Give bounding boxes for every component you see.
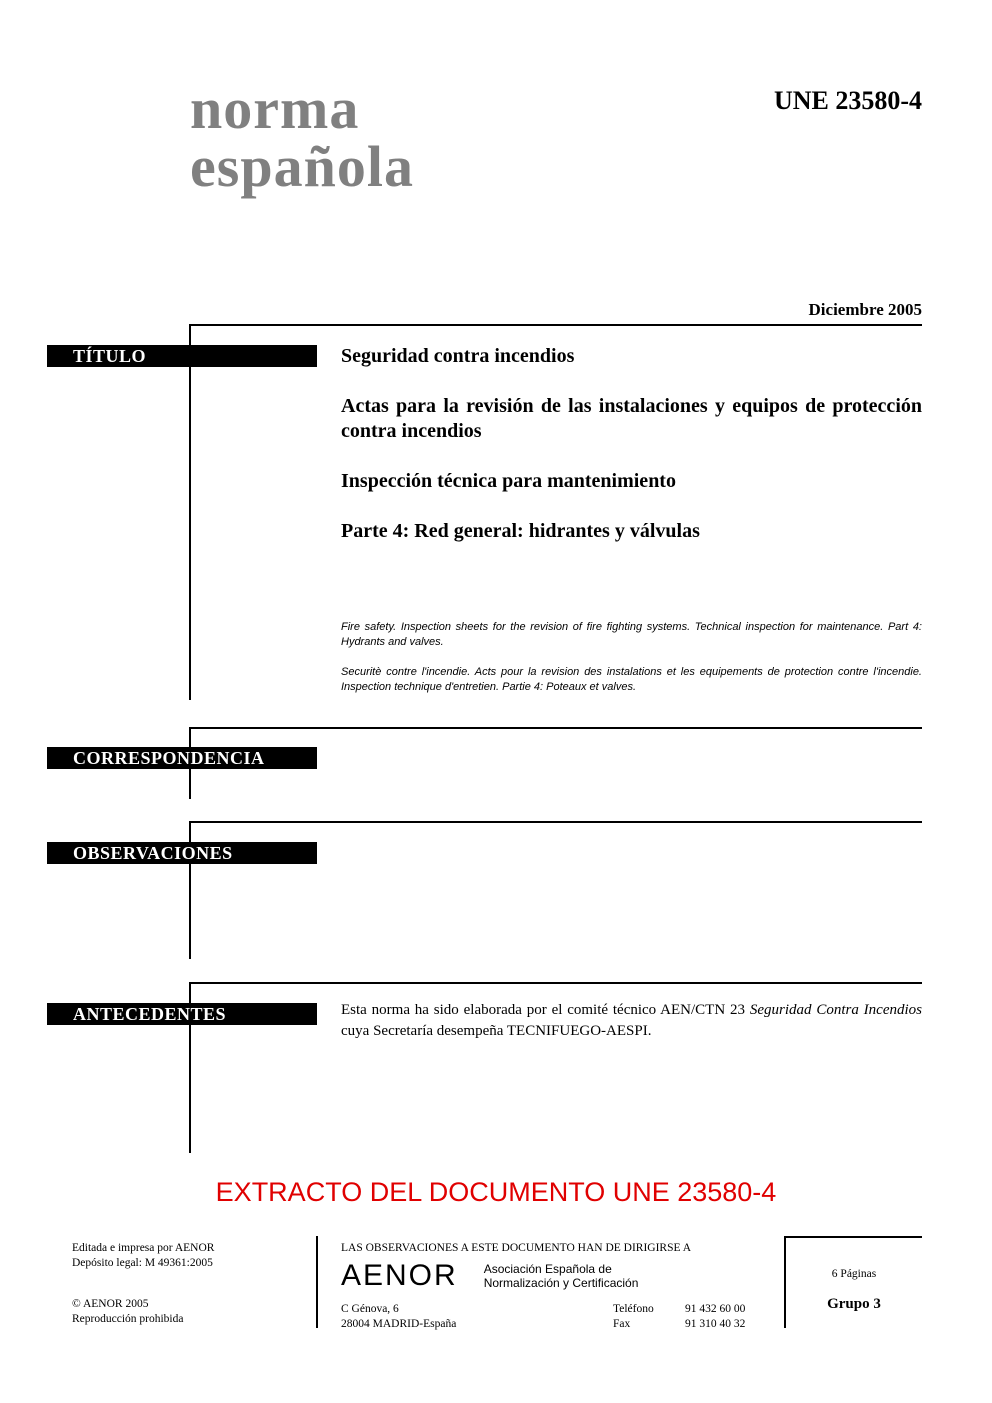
section-label-antecedentes: ANTECEDENTES [47,1003,317,1025]
brand-line-2: española [190,134,414,199]
antecedentes-text-part2: cuya Secretaría desempeña TECNIFUEGO-AESPI. [341,1023,652,1039]
organization-name [484,1262,639,1290]
observations-note: LAS OBSERVACIONES A ESTE DOCUMENTO HAN DE DIRIGIRSE A [341,1242,692,1254]
standard-code: UNE 23580-4 [773,86,922,115]
section-divider-correspondencia [189,727,922,729]
brand-title [190,76,414,199]
footer-divider [316,1236,318,1328]
section-divider-antecedentes [189,982,922,984]
title-acts: Actas para la revisión de las instalaciones y equipos de protección contra incendios [341,395,922,442]
page-count: 6 Páginas [831,1268,877,1280]
aenor-logo: AENOR [341,1259,458,1292]
section-label-titulo: TÍTULO [47,345,317,367]
legal-deposit: Depósito legal: M 49361:2005 [72,1257,213,1269]
committee-name: Seguridad Contra Incendios [749,1002,922,1018]
antecedentes-text [341,1000,922,1042]
phone-number: 91 432 60 00 [685,1303,746,1315]
section-divider-titulo [189,324,922,326]
title-english: Fire safety. Inspection sheets for the revision of fire fighting systems. Technical inspection for maintenance. Part 4: Hydrants and valves. [341,621,922,648]
page-group-box [784,1236,922,1328]
title-block [341,344,922,544]
section-label-correspondencia: CORRESPONDENCIA [47,747,317,769]
copyright-note: © AENOR 2005 [72,1298,149,1310]
antecedentes-text-part1: Esta norma ha sido elaborada por el comité técnico AEN/CTN 23 [341,1002,750,1018]
title-french: Securitè contre l'incendie. Acts pour la revision des instalations et les equipements de protection contre l'incendie. Inspection technique d'entretien. Partie 4: Poteaux et valves. [341,666,922,693]
section-rule-titulo [189,324,191,700]
fax-label: Fax [613,1318,631,1330]
title-part: Parte 4: Red general: hidrantes y válvulas [341,520,700,542]
footer-contact [341,1241,775,1332]
footer-publisher [72,1241,214,1327]
title-inspection: Inspección técnica para mantenimiento [341,470,676,492]
extract-notice: EXTRACTO DEL DOCUMENTO UNE 23580-4 [215,1177,777,1207]
organization-name-line2: Normalización y Certificación [483,1276,639,1290]
organization-name-line1: Asociación Española de [483,1262,612,1276]
edition-note: Editada e impresa por AENOR [72,1242,215,1254]
phone-label: Teléfono [613,1303,654,1315]
publication-date: Diciembre 2005 [808,300,922,319]
fax-number: 91 310 40 32 [685,1318,746,1330]
aenor-logo-block [341,1260,775,1292]
section-label-observaciones: OBSERVACIONES [47,842,317,864]
brand-line-1: norma [190,76,360,141]
reproduction-note: Reproducción prohibida [72,1313,184,1325]
section-divider-observaciones [189,821,922,823]
address-street: C Génova, 6 [341,1303,399,1315]
title-main: Seguridad contra incendios [341,345,575,367]
price-group: Grupo 3 [827,1296,881,1312]
address-city: 28004 MADRID-España [341,1318,457,1330]
address-grid [341,1302,775,1332]
